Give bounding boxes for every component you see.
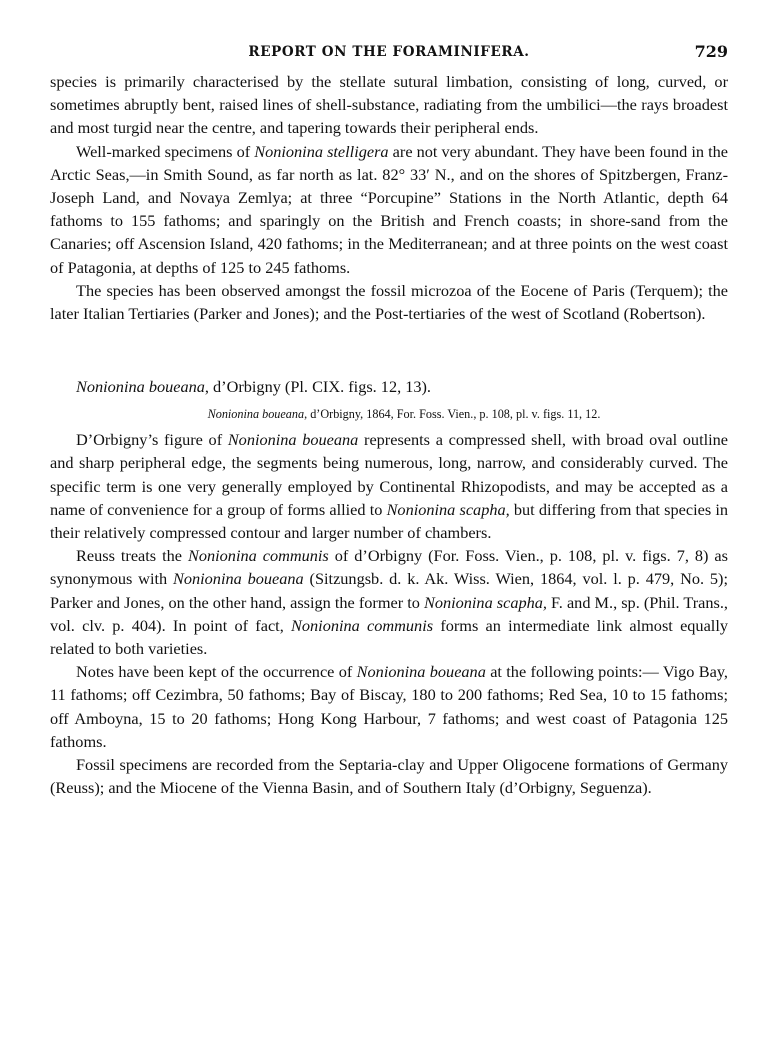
paragraph-occurrence xyxy=(50,660,728,753)
paragraph-description xyxy=(50,428,728,544)
species-heading xyxy=(76,375,728,398)
page-number: 729 xyxy=(694,42,728,61)
italic-taxon-name: Nonionina boueana xyxy=(227,430,359,450)
synonymy-line xyxy=(50,406,728,422)
text-run: of d’Orbigny (For. Foss. Vien., p. 108, pl. v. figs. 7, 8) as synonymous with xyxy=(50,546,728,589)
paragraph-synonymy-discussion xyxy=(50,544,728,660)
italic-taxon-name: Nonionina scapha, xyxy=(386,499,510,519)
text-run: Fossil specimens are recorded from the Septaria-clay and Upper Oligocene formations of Germany (Reuss); and the Miocene of the Vienna Basin, and of Southern Italy (d’Orbigny, Seguenza). xyxy=(50,755,728,798)
italic-taxon-name: Nonionina scapha, xyxy=(423,592,547,612)
italic-taxon-name: Nonionina boueana xyxy=(76,377,205,397)
text-run: D’Orbigny’s figure of xyxy=(76,430,228,450)
text-run: but differing from that species in their relatively compressed contour and larger number of chambers. xyxy=(50,499,728,543)
text-run: The species has been observed amongst the fossil microzoa of the Eocene of Paris (Terquem); the later Italian Tertiaries (Parker and Jones); and the Post-tertiaries of the west of Scotland (Robertson). xyxy=(50,280,728,324)
text-run: Reuss treats the xyxy=(76,546,188,566)
italic-taxon-name: Nonionina communis xyxy=(291,615,434,635)
text-run: Notes have been kept of the occurrence of xyxy=(76,662,357,682)
running-title: REPORT ON THE FORAMINIFERA. xyxy=(248,44,530,60)
text-run: are not very abundant. They have been found in the Arctic Seas,—in Smith Sound, as far north as lat. 82° 33′ N., and on the shores of Spitzbergen, Franz-Joseph Land, and Novaya Zemlya; at three “Porcupine” Stations in the North Atlantic, depth 64 fathoms to 155 fathoms; and sparingly on the British and French coasts; in shore-sand from the Canaries; off Ascension Island, 420 fathoms; in the Mediterranean; and at three points on the west coast of Patagonia, at depths of 125 to 245 fathoms. xyxy=(50,141,728,277)
italic-taxon-name: Nonionina communis xyxy=(188,546,329,566)
paragraph-continuation xyxy=(50,70,728,140)
paragraph-fossil-record xyxy=(50,279,728,325)
paragraph-distribution xyxy=(50,140,728,279)
text-run: , d’Orbigny, 1864, For. Foss. Vien., p. 108, pl. v. figs. 11, 12. xyxy=(304,407,601,422)
text-run: Well-marked specimens of xyxy=(76,141,255,161)
text-run: represents a compressed shell, with broad oval outline and sharp peripheral edge, the segments being numerous, long, narrow, and considerably curved. The specific term is one very generally employed by Continental Rhizopodists, and may be accepted as a name of convenience for a group of forms allied to xyxy=(50,430,729,519)
italic-taxon-name: Nonionina stelligera xyxy=(254,141,389,161)
italic-taxon-name: Nonionina boueana xyxy=(207,407,305,422)
italic-taxon-name: Nonionina boueana xyxy=(173,569,304,589)
text-run: at the following points:— Vigo Bay, 11 fathoms; off Cezimbra, 50 fathoms; Bay of Biscay, 180 to 200 fathoms; Red Sea, 10 to 15 fathoms; off Amboyna, 15 to 20 fathoms; Hong Kong Harbour, 7 fathoms; and west coast of Patagonia 125 fathoms. xyxy=(50,662,729,751)
text-run: , d’Orbigny (Pl. CIX. figs. 12, 13). xyxy=(204,377,432,397)
italic-taxon-name: Nonionina boueana xyxy=(356,662,486,682)
running-head xyxy=(50,40,728,70)
text-run: species is primarily characterised by the stellate sutural limbation, consisting of long, curved, or sometimes abruptly bent, raised lines of shell-substance, radiating from the umbilici—the rays broadest and most turgid near the centre, and tapering towards their peripheral ends. xyxy=(50,72,728,138)
paragraph-fossil-specimens xyxy=(50,753,728,799)
text-run: (Sitzungsb. d. k. Ak. Wiss. Wien, 1864, vol. l. p. 479, No. 5); Parker and Jones, on the other hand, assign the former to xyxy=(50,569,728,612)
text-run: F. and M., sp. (Phil. Trans., vol. clv. p. 404). In point of fact, xyxy=(50,592,728,635)
section-gap xyxy=(50,325,728,375)
text-run: forms an intermediate link almost equally related to both varieties. xyxy=(50,615,728,659)
